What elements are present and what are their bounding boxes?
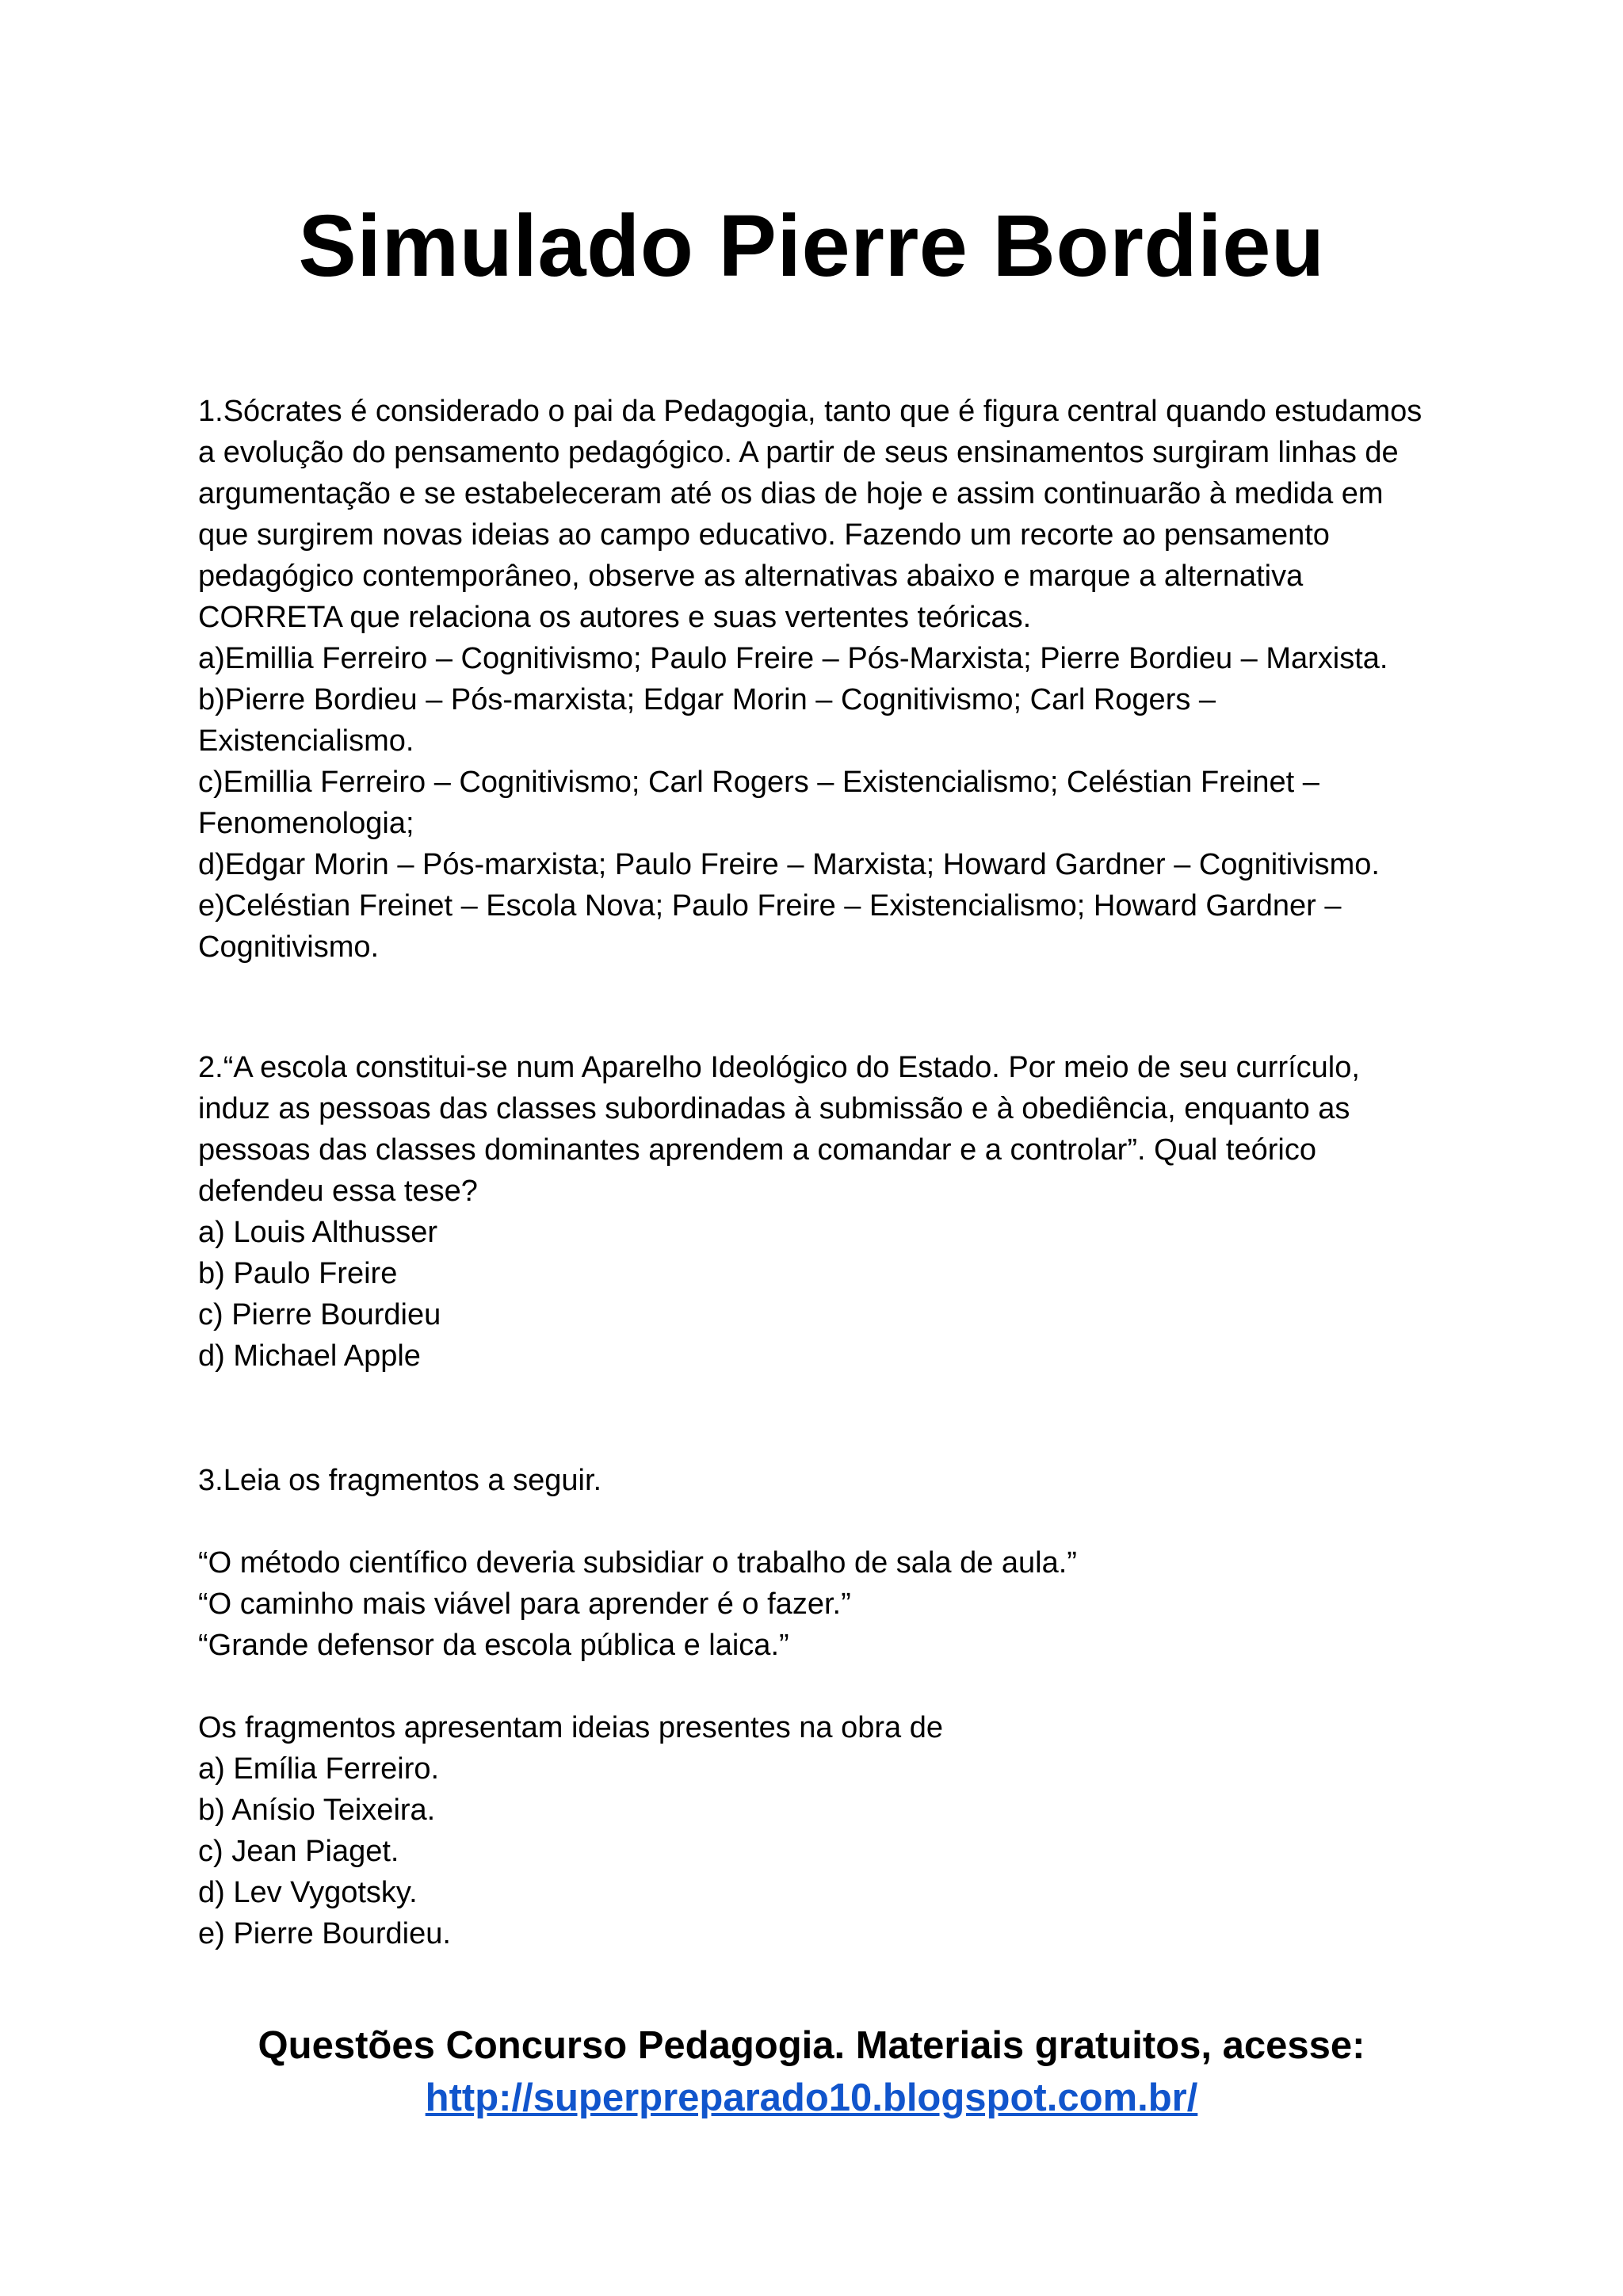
question-2-option-d: d) Michael Apple bbox=[198, 1339, 421, 1373]
question-1-option-c: c)Emillia Ferreiro – Cognitivismo; Carl Rogers – Existencialismo; Celéstian Freinet – bbox=[198, 766, 1319, 799]
question-3-option-a: a) Emília Ferreiro. bbox=[198, 1752, 440, 1786]
question-3-intro: 3.Leia os fragmentos a seguir. bbox=[198, 1464, 602, 1497]
question-1-stem-line: argumentação e se estabeleceram até os dias de hoje e assim continuarão à medida em bbox=[198, 477, 1384, 510]
question-1-option-c-cont: Fenomenologia; bbox=[198, 807, 414, 840]
question-3-option-d: d) Lev Vygotsky. bbox=[198, 1876, 418, 1909]
question-2-option-a: a) Louis Althusser bbox=[198, 1216, 438, 1249]
question-1-stem-line: pedagógico contemporâneo, observe as alternativas abaixo e marque a alternativa bbox=[198, 560, 1304, 593]
question-3 bbox=[198, 1460, 1466, 1954]
question-1-option-b: b)Pierre Bordieu – Pós-marxista; Edgar Morin – Cognitivismo; Carl Rogers – bbox=[198, 683, 1216, 716]
question-3-fragment: “O método científico deveria subsidiar o trabalho de sala de aula.” bbox=[198, 1546, 1077, 1580]
question-1-option-e-cont: Cognitivismo. bbox=[198, 930, 380, 964]
question-1-stem-line: 1.Sócrates é considerado o pai da Pedagogia, tanto que é figura central quando estudamos bbox=[198, 395, 1423, 428]
question-1-option-b-cont: Existencialismo. bbox=[198, 724, 414, 758]
question-1-stem-line: CORRETA que relaciona os autores e suas vertentes teóricas. bbox=[198, 601, 1032, 634]
blog-link[interactable]: http://superpreparado10.blogspot.com.br/ bbox=[425, 2076, 1198, 2119]
question-2 bbox=[198, 1047, 1466, 1377]
footer-promo-text: Questões Concurso Pedagogia. Materiais gratuitos, acesse: bbox=[258, 2024, 1365, 2067]
question-1 bbox=[198, 391, 1466, 968]
question-3-option-b: b) Anísio Teixeira. bbox=[198, 1794, 436, 1827]
question-2-stem-line: 2.“A escola constitui-se num Aparelho Ideológico do Estado. Por meio de seu currículo, bbox=[198, 1051, 1360, 1084]
question-1-option-a: a)Emillia Ferreiro – Cognitivismo; Paulo Freire – Pós-Marxista; Pierre Bordieu – Marxista. bbox=[198, 642, 1388, 675]
question-1-stem-line: a evolução do pensamento pedagógico. A partir de seus ensinamentos surgiram linhas de bbox=[198, 436, 1399, 469]
question-2-option-b: b) Paulo Freire bbox=[198, 1257, 398, 1290]
page-title: Simulado Pierre Bordieu bbox=[298, 197, 1325, 295]
question-3-option-c: c) Jean Piaget. bbox=[198, 1835, 399, 1868]
question-2-stem-line: induz as pessoas das classes subordinadas à submissão e à obediência, enquanto as bbox=[198, 1092, 1350, 1125]
footer bbox=[0, 2019, 1623, 2124]
question-1-option-d: d)Edgar Morin – Pós-marxista; Paulo Freire – Marxista; Howard Gardner – Cognitivismo. bbox=[198, 848, 1380, 881]
question-1-stem-line: que surgirem novas ideias ao campo educativo. Fazendo um recorte ao pensamento bbox=[198, 518, 1330, 552]
question-3-fragment: “O caminho mais viável para aprender é o fazer.” bbox=[198, 1587, 851, 1621]
question-2-stem-line: defendeu essa tese? bbox=[198, 1175, 478, 1208]
question-1-option-e: e)Celéstian Freinet – Escola Nova; Paulo Freire – Existencialismo; Howard Gardner – bbox=[198, 889, 1342, 923]
spacer bbox=[198, 1501, 1466, 1542]
question-3-option-e: e) Pierre Bourdieu. bbox=[198, 1917, 451, 1950]
question-3-prompt: Os fragmentos apresentam ideias presentes na obra de bbox=[198, 1711, 943, 1744]
question-3-fragment: “Grande defensor da escola pública e laica.” bbox=[198, 1629, 789, 1662]
spacer bbox=[198, 1666, 1466, 1707]
question-2-option-c: c) Pierre Bourdieu bbox=[198, 1298, 441, 1331]
question-2-stem-line: pessoas das classes dominantes aprendem a comandar e a controlar”. Qual teórico bbox=[198, 1133, 1316, 1167]
